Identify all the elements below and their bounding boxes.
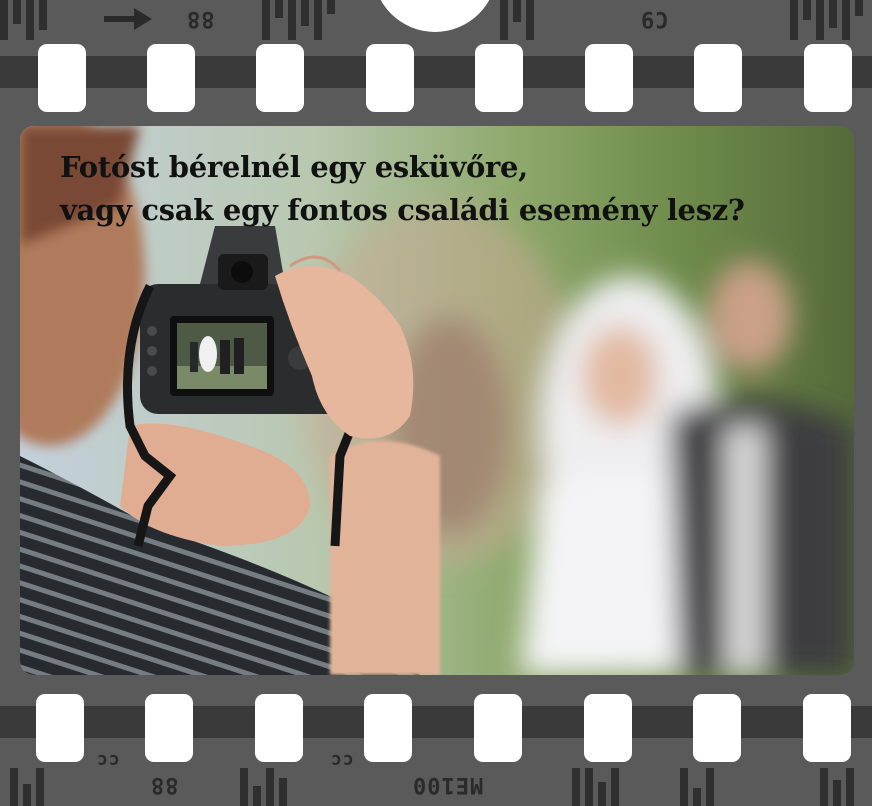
bottom-edge-bars-far-right bbox=[820, 768, 854, 806]
bottom-edge-code-1: cc bbox=[96, 750, 120, 771]
caption-line-1: Fotóst bérelnél egy esküvőre, bbox=[60, 150, 528, 184]
headline-caption bbox=[60, 146, 745, 232]
top-edge-bars-right-mid bbox=[500, 0, 534, 40]
photographer-forearm bbox=[330, 441, 440, 675]
sprocket-hole bbox=[256, 44, 304, 112]
sprocket-hole bbox=[584, 694, 632, 762]
sprocket-hole bbox=[255, 694, 303, 762]
top-edge-bars-left bbox=[0, 0, 47, 40]
sprocket-hole bbox=[364, 694, 412, 762]
sprocket-hole bbox=[694, 44, 742, 112]
arrow-icon bbox=[104, 8, 152, 30]
bottom-edge-code-3: cc bbox=[330, 750, 354, 771]
sprocket-hole bbox=[147, 44, 195, 112]
sprocket-hole bbox=[585, 44, 633, 112]
sprocket-hole bbox=[804, 44, 852, 112]
photo-frame bbox=[20, 126, 854, 675]
top-edge-bars-mid bbox=[262, 0, 335, 40]
bottom-edge-code-4: ME100 bbox=[412, 772, 484, 797]
bottom-edge-bars-mid bbox=[240, 768, 287, 806]
top-edge-bars-right bbox=[790, 0, 863, 40]
sprocket-hole bbox=[475, 44, 523, 112]
sprocket-hole bbox=[145, 694, 193, 762]
bottom-edge-bars-left bbox=[10, 768, 44, 806]
sprocket-hole bbox=[366, 44, 414, 112]
sprocket-hole bbox=[36, 694, 84, 762]
bottom-edge-code-2: 88 bbox=[150, 772, 179, 797]
top-edge-code-2: C9 bbox=[640, 6, 669, 31]
bottom-sprocket-band bbox=[0, 706, 872, 738]
sprocket-hole bbox=[693, 694, 741, 762]
film-notch bbox=[373, 0, 497, 32]
sprocket-hole bbox=[803, 694, 851, 762]
bottom-edge-bars-right bbox=[680, 768, 714, 806]
top-edge-code: 88 bbox=[186, 6, 215, 31]
sprocket-hole bbox=[38, 44, 86, 112]
sprocket-hole bbox=[474, 694, 522, 762]
caption-line-2: vagy csak egy fontos családi esemény lesz? bbox=[60, 193, 745, 227]
bottom-edge-bars-right-mid bbox=[572, 768, 619, 806]
